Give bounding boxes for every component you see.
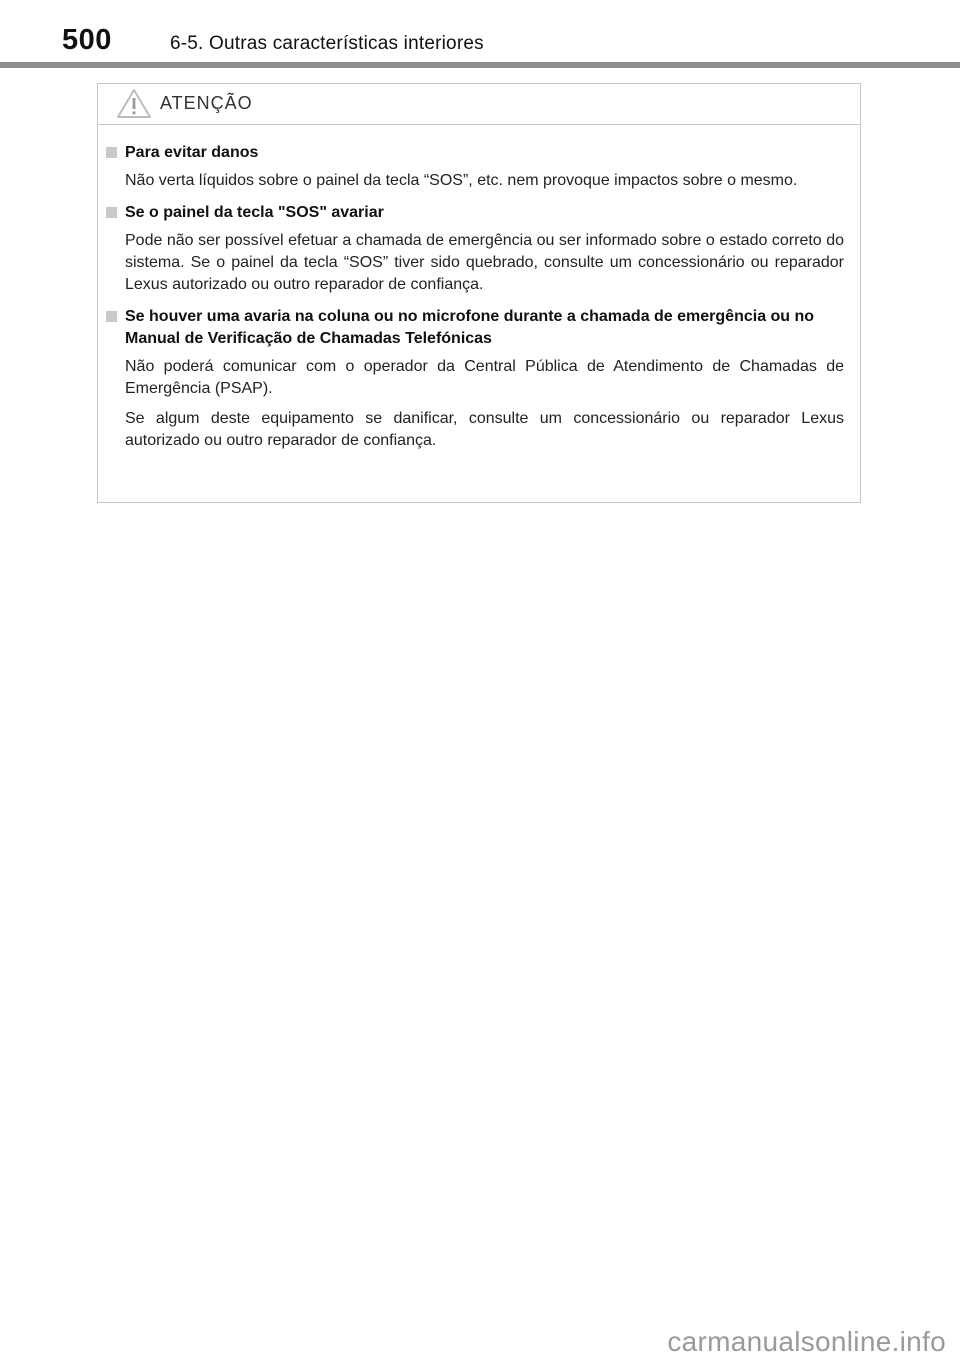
warning-item-title bbox=[98, 202, 860, 224]
warning-item-paragraph: Pode não ser possível efetuar a chamada de emergência ou ser informado sobre o estado correto do sistema. Se o painel da tecla “SOS” tiver sido quebrado, consulte um concessionário ou reparador Lexus autorizado ou outro reparador de confiança. bbox=[125, 232, 844, 293]
warning-box bbox=[97, 83, 861, 503]
section-title: 6-5. Outras características interiores bbox=[170, 33, 484, 54]
watermark: carmanualsonline.info bbox=[667, 1326, 946, 1357]
page-header bbox=[0, 0, 960, 70]
warning-header bbox=[98, 84, 860, 125]
header-divider bbox=[0, 62, 960, 68]
warning-item-title-text: Se o painel da tecla "SOS" avariar bbox=[125, 204, 384, 221]
warning-item-paragraph: Não poderá comunicar com o operador da Central Pública de Atendimento de Chamadas de Emergência (PSAP). bbox=[125, 358, 844, 397]
square-bullet-icon bbox=[106, 147, 117, 158]
warning-triangle-icon bbox=[116, 88, 152, 119]
warning-item-title bbox=[98, 306, 860, 350]
warning-item bbox=[98, 142, 860, 192]
warning-title: ATENÇÃO bbox=[160, 93, 253, 113]
warning-item-title-text: Se houver uma avaria na coluna ou no microfone durante a chamada de emergência ou no Manual de Verificação de Chamadas Telefónicas bbox=[125, 308, 815, 347]
warning-item-title bbox=[98, 142, 860, 164]
square-bullet-icon bbox=[106, 207, 117, 218]
warning-body bbox=[98, 142, 860, 462]
page-number: 500 bbox=[62, 24, 112, 56]
warning-item bbox=[98, 306, 860, 452]
warning-item-title-text: Para evitar danos bbox=[125, 144, 259, 161]
warning-item bbox=[98, 202, 860, 296]
warning-item-paragraph: Não verta líquidos sobre o painel da tecla “SOS”, etc. nem provoque impactos sobre o mesmo. bbox=[125, 172, 798, 189]
warning-item-paragraph: Se algum deste equipamento se danificar, consulte um concessionário ou reparador Lexus autorizado ou outro reparador de confiança. bbox=[125, 410, 844, 449]
square-bullet-icon bbox=[106, 311, 117, 322]
